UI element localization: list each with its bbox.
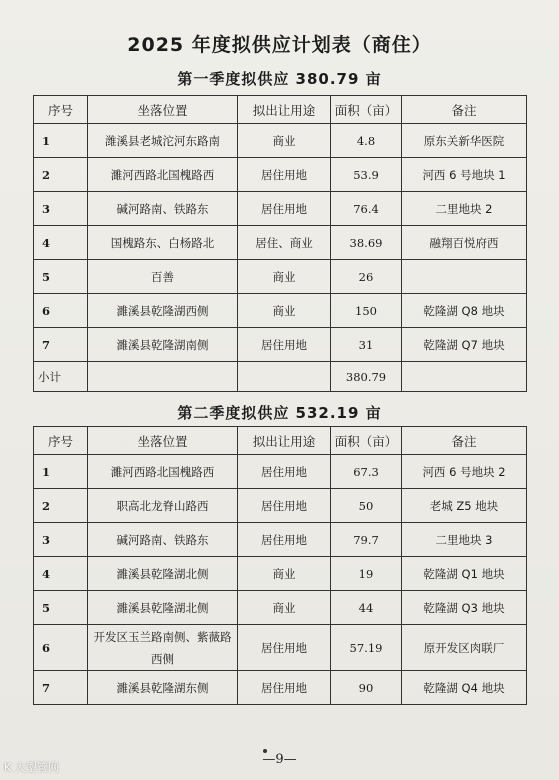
table-row bbox=[34, 625, 527, 671]
row-use: 居住用地 bbox=[238, 328, 331, 362]
row-location: 濉溪县乾隆湖西侧 bbox=[88, 294, 238, 328]
table-row bbox=[34, 192, 527, 226]
row-use: 居住用地 bbox=[238, 455, 331, 489]
row-area: 26 bbox=[331, 260, 402, 294]
row-location: 百善 bbox=[88, 260, 238, 294]
header-use: 拟出让用途 bbox=[238, 427, 331, 455]
subtotal-label: 小计 bbox=[34, 362, 88, 392]
page-title: 2025 年度拟供应计划表（商住） bbox=[127, 34, 432, 56]
row-note: 河西 6 号地块 1 bbox=[402, 158, 527, 192]
row-number: 1 bbox=[34, 124, 88, 158]
row-area: 76.4 bbox=[331, 192, 402, 226]
row-note: 河西 6 号地块 2 bbox=[402, 455, 527, 489]
row-note: 融翔百悦府西 bbox=[402, 226, 527, 260]
row-use: 居住用地 bbox=[238, 192, 331, 226]
table-row bbox=[34, 671, 527, 705]
row-number: 7 bbox=[34, 671, 88, 705]
row-use: 居住用地 bbox=[238, 158, 331, 192]
row-location: 碱河路南、铁路东 bbox=[88, 192, 238, 226]
row-number: 3 bbox=[34, 523, 88, 557]
table-row bbox=[34, 226, 527, 260]
row-number: 5 bbox=[34, 591, 88, 625]
q1-heading: 第一季度拟供应 380.79 亩 bbox=[177, 70, 382, 88]
row-number: 7 bbox=[34, 328, 88, 362]
table-row bbox=[34, 455, 527, 489]
row-note: 乾隆湖 Q1 地块 bbox=[402, 557, 527, 591]
subtotal-area: 380.79 bbox=[331, 362, 402, 392]
row-use: 商业 bbox=[238, 557, 331, 591]
row-area: 57.19 bbox=[331, 625, 402, 671]
row-use: 商业 bbox=[238, 260, 331, 294]
header-location: 坐落位置 bbox=[88, 427, 238, 455]
row-use: 居住、商业 bbox=[238, 226, 331, 260]
row-note: 乾隆湖 Q4 地块 bbox=[402, 671, 527, 705]
table-row bbox=[34, 294, 527, 328]
header-note: 备注 bbox=[402, 96, 527, 124]
row-number: 6 bbox=[34, 294, 88, 328]
row-area: 31 bbox=[331, 328, 402, 362]
row-location: 濉河西路北国槐路西 bbox=[88, 158, 238, 192]
table-row bbox=[34, 328, 527, 362]
header-area: 面积（亩） bbox=[331, 96, 402, 124]
table-row bbox=[34, 557, 527, 591]
q2-heading: 第二季度拟供应 532.19 亩 bbox=[177, 404, 382, 422]
row-use: 商业 bbox=[238, 124, 331, 158]
row-use: 居住用地 bbox=[238, 489, 331, 523]
row-number: 2 bbox=[34, 489, 88, 523]
q2-header-row bbox=[34, 427, 527, 455]
empty-cell bbox=[238, 362, 331, 392]
table-row bbox=[34, 124, 527, 158]
row-use: 商业 bbox=[238, 591, 331, 625]
table-row bbox=[34, 489, 527, 523]
row-area: 90 bbox=[331, 671, 402, 705]
row-location: 职高北龙脊山路西 bbox=[88, 489, 238, 523]
row-location: 濉溪县乾隆湖北侧 bbox=[88, 557, 238, 591]
row-area: 4.8 bbox=[331, 124, 402, 158]
row-area: 50 bbox=[331, 489, 402, 523]
header-area: 面积（亩） bbox=[331, 427, 402, 455]
row-location: 碱河路南、铁路东 bbox=[88, 523, 238, 557]
q1-header-row bbox=[34, 96, 527, 124]
row-number: 6 bbox=[34, 625, 88, 671]
row-area: 19 bbox=[331, 557, 402, 591]
row-location: 潍溪县老城沱河东路南 bbox=[88, 124, 238, 158]
row-area: 79.7 bbox=[331, 523, 402, 557]
row-area: 67.3 bbox=[331, 455, 402, 489]
table-row bbox=[34, 260, 527, 294]
row-area: 38.69 bbox=[331, 226, 402, 260]
empty-cell bbox=[402, 362, 527, 392]
row-number: 1 bbox=[34, 455, 88, 489]
row-number: 5 bbox=[34, 260, 88, 294]
row-note bbox=[402, 260, 527, 294]
row-note: 乾隆湖 Q3 地块 bbox=[402, 591, 527, 625]
watermark-logo: K 大型管网 bbox=[4, 761, 59, 774]
row-area: 150 bbox=[331, 294, 402, 328]
row-location: 国槐路东、白杨路北 bbox=[88, 226, 238, 260]
row-note: 原开发区肉联厂 bbox=[402, 625, 527, 671]
row-number: 4 bbox=[34, 557, 88, 591]
subtotal-row bbox=[34, 362, 527, 392]
row-note: 二里地块 3 bbox=[402, 523, 527, 557]
row-use: 商业 bbox=[238, 294, 331, 328]
row-use: 居住用地 bbox=[238, 671, 331, 705]
row-area: 53.9 bbox=[331, 158, 402, 192]
row-location: 濉溪县乾隆湖南侧 bbox=[88, 328, 238, 362]
q2-table bbox=[33, 426, 527, 705]
row-location: 濉河西路北国槐路西 bbox=[88, 455, 238, 489]
row-note: 乾隆湖 Q8 地块 bbox=[402, 294, 527, 328]
row-note: 乾隆湖 Q7 地块 bbox=[402, 328, 527, 362]
row-location: 开发区玉兰路南侧、紫薇路西侧 bbox=[88, 625, 238, 671]
q1-table bbox=[33, 95, 527, 392]
row-location: 濉溪县乾隆湖北侧 bbox=[88, 591, 238, 625]
table-row bbox=[34, 158, 527, 192]
row-number: 3 bbox=[34, 192, 88, 226]
table-row bbox=[34, 591, 527, 625]
row-use: 居住用地 bbox=[238, 523, 331, 557]
header-no: 序号 bbox=[34, 96, 88, 124]
header-note: 备注 bbox=[402, 427, 527, 455]
row-location: 濉溪县乾隆湖东侧 bbox=[88, 671, 238, 705]
row-note: 二里地块 2 bbox=[402, 192, 527, 226]
header-use: 拟出让用途 bbox=[238, 96, 331, 124]
empty-cell bbox=[88, 362, 238, 392]
row-note: 原东关新华医院 bbox=[402, 124, 527, 158]
page-number: —9— bbox=[262, 752, 297, 767]
row-note: 老城 Z5 地块 bbox=[402, 489, 527, 523]
row-use: 居住用地 bbox=[238, 625, 331, 671]
header-location: 坐落位置 bbox=[88, 96, 238, 124]
row-number: 2 bbox=[34, 158, 88, 192]
header-no: 序号 bbox=[34, 427, 88, 455]
row-number: 4 bbox=[34, 226, 88, 260]
row-area: 44 bbox=[331, 591, 402, 625]
table-row bbox=[34, 523, 527, 557]
